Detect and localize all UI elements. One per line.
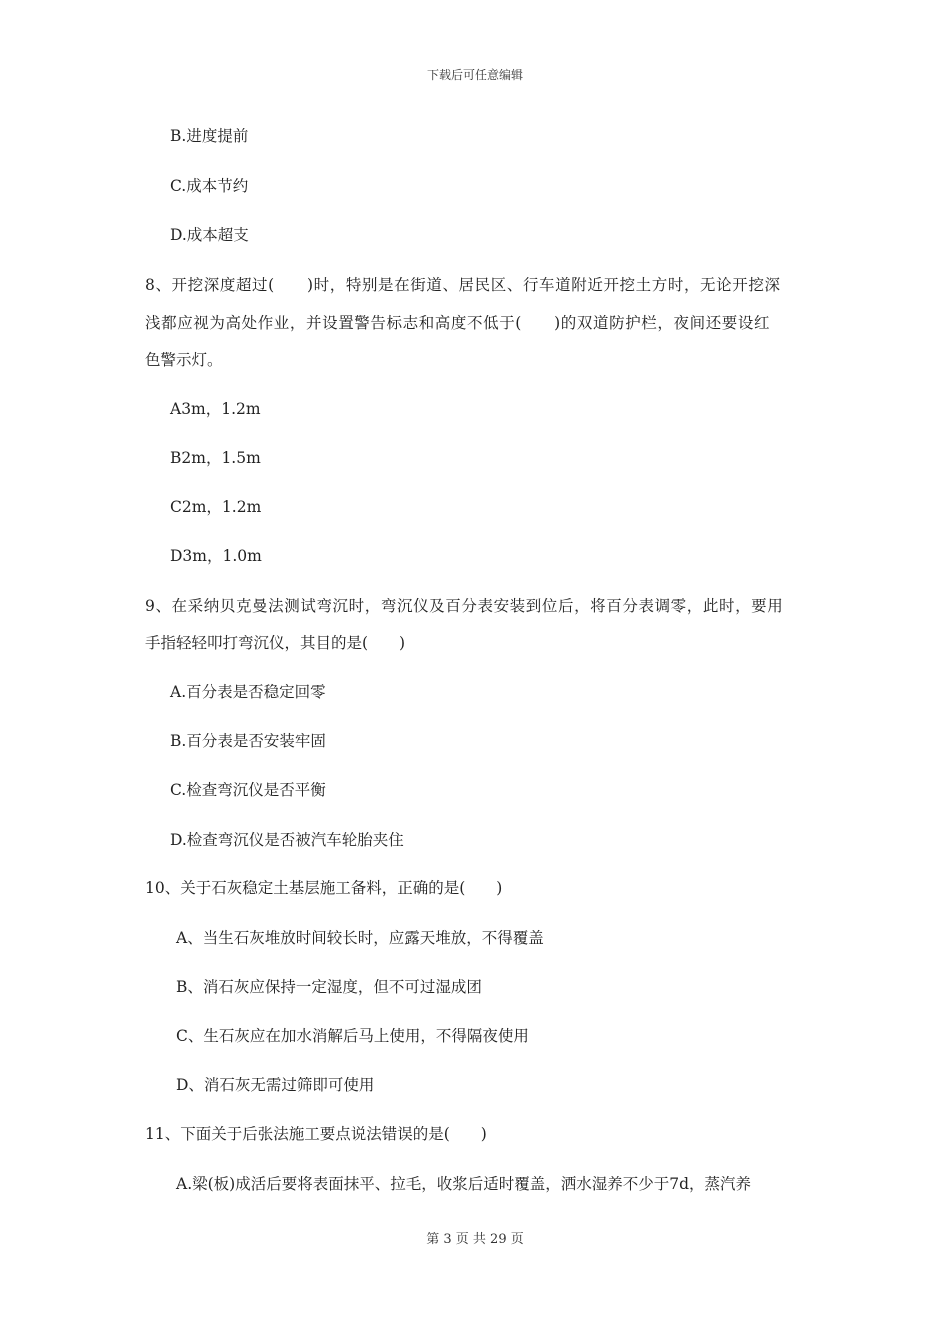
q8-option-b: B2m，1.5m bbox=[170, 449, 261, 467]
q7-option-c: C.成本节约 bbox=[170, 177, 249, 195]
q10-option-b: B、消石灰应保持一定湿度，但不可过湿成团 bbox=[176, 978, 482, 996]
q10-option-c: C、生石灰应在加水消解后马上使用，不得隔夜使用 bbox=[176, 1027, 529, 1045]
q10-text-line-1: 10、关于石灰稳定土基层施工备料，正确的是( ) bbox=[145, 879, 503, 897]
page-footer: 第 3 页 共 29 页 bbox=[426, 1232, 524, 1247]
q10-option-d: D、消石灰无需过筛即可使用 bbox=[176, 1076, 375, 1094]
q10-option-a: A、当生石灰堆放时间较长时，应露天堆放，不得覆盖 bbox=[176, 929, 544, 947]
q9-option-a: A.百分表是否稳定回零 bbox=[170, 683, 326, 701]
q8-text-line-3: 色警示灯。 bbox=[145, 351, 223, 369]
q9-option-d: D.检查弯沉仪是否被汽车轮胎夹住 bbox=[170, 831, 404, 849]
page-header: 下载后可任意编辑 bbox=[426, 68, 523, 82]
q7-option-d: D.成本超支 bbox=[170, 226, 249, 244]
q11-option-a: A.梁(板)成活后要将表面抹平、拉毛，收浆后适时覆盖，洒水湿养不少于7d，蒸汽养 bbox=[176, 1175, 752, 1193]
q9-option-b: B.百分表是否安装牢固 bbox=[170, 732, 326, 750]
q8-option-d: D3m，1.0m bbox=[170, 547, 262, 565]
q8-option-a: A3m，1.2m bbox=[170, 400, 261, 418]
q9-text-line-2: 手指轻轻叩打弯沉仪，其目的是( ) bbox=[145, 634, 406, 652]
q8-text-line-1: 8、开挖深度超过( )时，特别是在街道、居民区、行车道附近开挖土方时，无论开挖深 bbox=[145, 276, 781, 294]
q11-text-line-1: 11、下面关于后张法施工要点说法错误的是( ) bbox=[145, 1125, 487, 1143]
q7-option-b: B.进度提前 bbox=[170, 127, 249, 145]
q9-option-c: C.检查弯沉仪是否平衡 bbox=[170, 781, 326, 799]
q8-option-c: C2m，1.2m bbox=[170, 498, 262, 516]
q9-text-line-1: 9、在采纳贝克曼法测试弯沉时，弯沉仪及百分表安装到位后，将百分表调零，此时，要用 bbox=[145, 597, 784, 615]
q8-text-line-2: 浅都应视为高处作业，并设置警告标志和高度不低于( )的双道防护栏，夜间还要设红 bbox=[145, 314, 771, 332]
